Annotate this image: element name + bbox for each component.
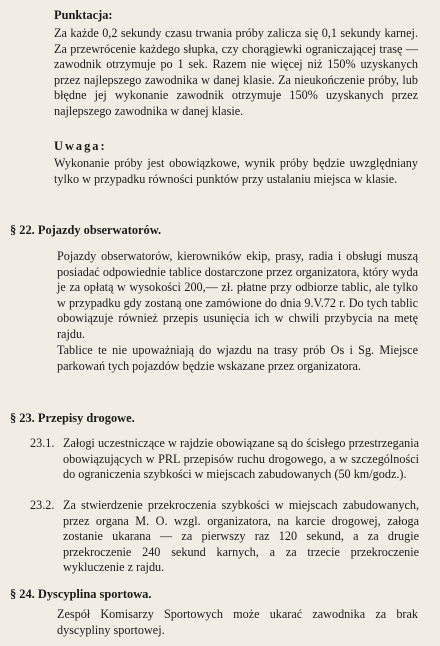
uwaga-paragraph: Wykonanie próby jest obowiązkowe, wynik próby będzie uwzględniany tylko w przypadku równości punktów przy ustalaniu miejsca w klasie. [54, 156, 418, 186]
uwaga-heading: Uwaga: [54, 139, 107, 153]
item-23-2-number: 23.2. [30, 498, 55, 512]
punktacja-heading: Punktacja: [54, 8, 113, 22]
item-23-1-number: 23.1. [30, 436, 55, 450]
section-22-paragraph-2: Tablice te nie upoważniają do wjazdu na trasy prób Os i Sg. Miejsce parkowań tych pojazdów będzie wskazane przez organizatora. [57, 343, 418, 373]
section-22-paragraph-1: Pojazdy obserwatorów, kierowników ekip, prasy, radia i obsługi muszą posiadać odpowiednie tablice dostarczone przez organizatora, który wyda je za opłatą w wysokości 200,— zł. płatne przy odbiorze tablic, ale tylko w przypadku gdy zostaną one zamówione do dnia 9.V.72 r. Do tych tablic obowiązuje również przepis usunięcia ich w chwili przybycia na metę rajdu. [57, 249, 418, 341]
section-23-heading: § 23. Przepisy drogowe. [10, 411, 135, 425]
section-24-paragraph: Zespół Komisarzy Sportowych może ukarać zawodnika za brak dyscypliny sportowej. [57, 607, 418, 637]
item-23-2-text: Za stwierdzenie przekroczenia szybkości w miejscach zabudowanych, przez organa M. O. wzgl. organizatora, na karcie drogowej, załoga zostanie ukarana — za pierwszy raz 120 sekund, a za drugie przekroczenie 240 sekund karnych, a za trzecie przekroczenie wykluczenie z rajdu. [63, 498, 419, 575]
item-23-1-text: Załogi uczestniczące w rajdzie obowiązane są do ścisłego przestrzegania obowiązujących w PRL przepisów ruchu drogowego, a w szczególności do ograniczenia szybkości w miejscach zabudowanych (50 km/godz.). [63, 436, 419, 482]
section-24-heading: § 24. Dyscyplina sportowa. [10, 587, 152, 601]
section-22-heading: § 22. Pojazdy obserwatorów. [10, 223, 162, 237]
punktacja-paragraph: Za każde 0,2 sekundy czasu trwania próby zalicza się 0,1 sekundy karnej. Za przewrócenie każdego słupka, czy chorągiewki ograniczającej trasę — zawodnik otrzymuje po 1 sek. Razem nie więcej niż 150% uzyskanych przez najlepszego zawodnika w danej klasie. Za nieukończenie próby, lub błędne jej wykonanie zawodnik otrzymuje 150% uzyskanych przez najlepszego zawodnika w danej klasie. [54, 26, 418, 118]
